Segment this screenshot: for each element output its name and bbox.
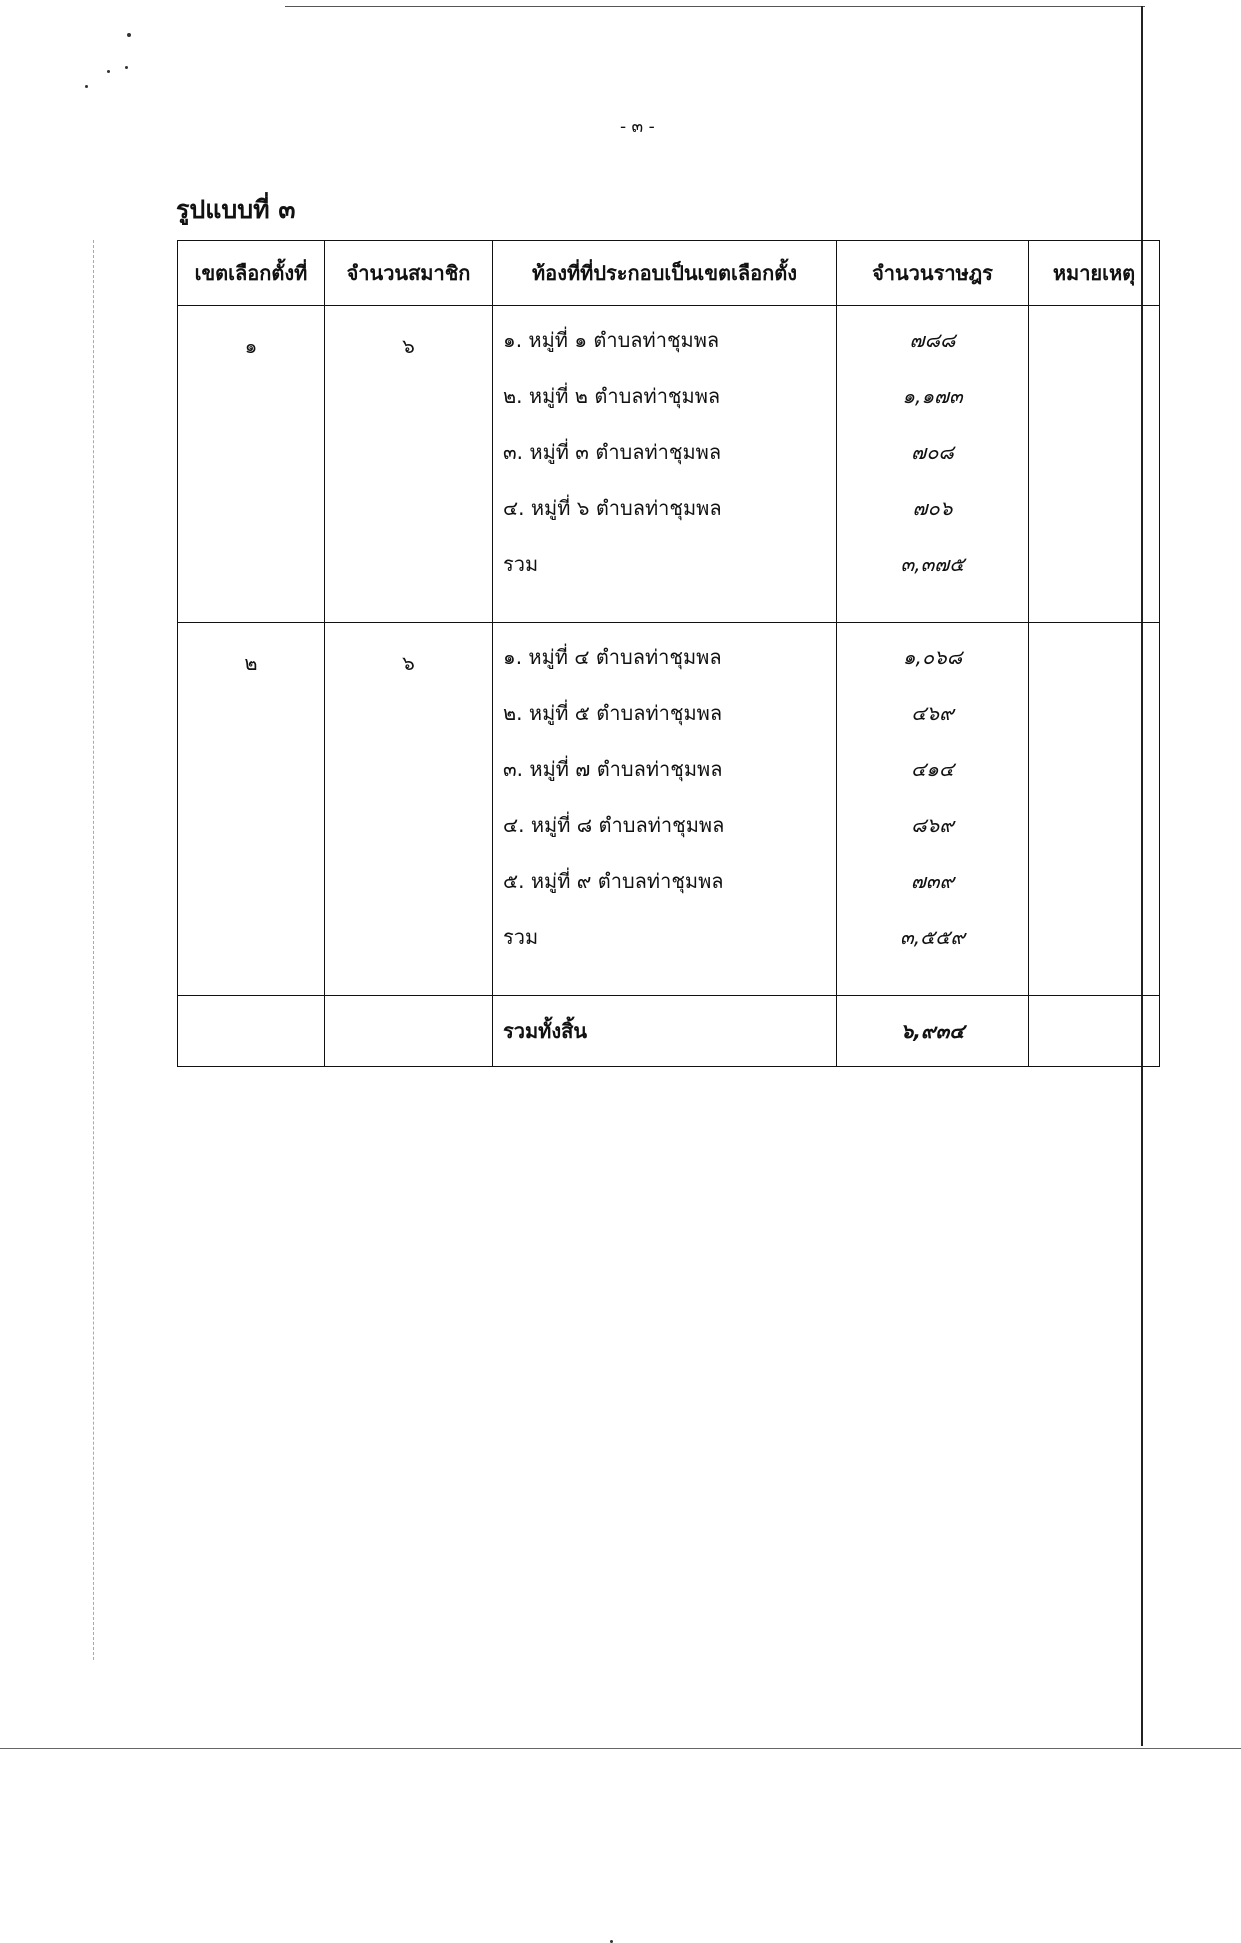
scan-edge-bottom xyxy=(0,1748,1241,1749)
village-item: ๔. หมู่ที่ ๖ ตำบลท่าชุมพล xyxy=(503,496,722,520)
subtotal-value: ๓,๓๗๕ xyxy=(900,552,965,576)
village-item: ๒. หมู่ที่ ๕ ตำบลท่าชุมพล xyxy=(503,701,723,725)
header-population: จำนวนราษฎร xyxy=(837,241,1029,306)
population-value: ๗๐๖ xyxy=(912,496,953,520)
page-number: - ๓ - xyxy=(620,117,655,137)
table-row-district-2 xyxy=(178,623,1160,996)
grand-total-empty-cell xyxy=(325,996,493,1067)
population-value: ๗๓๙ xyxy=(910,869,955,893)
population-value: ๔๖๙ xyxy=(911,701,954,725)
population-value: ๗๘๘ xyxy=(909,328,956,352)
district-populations xyxy=(837,623,1029,996)
scan-edge-top xyxy=(285,6,1145,7)
header-areas: ท้องที่ที่ประกอบเป็นเขตเลือกตั้ง xyxy=(493,241,837,306)
population-value: ๘๖๙ xyxy=(911,813,954,837)
district-number: ๒ xyxy=(178,623,325,996)
district-villages xyxy=(493,623,837,996)
population-value: ๗๐๘ xyxy=(911,440,954,464)
subtotal-value: ๓,๕๕๙ xyxy=(900,925,965,949)
population-value: ๑,๐๖๘ xyxy=(902,645,963,669)
district-number: ๑ xyxy=(178,306,325,623)
district-members: ๖ xyxy=(325,306,493,623)
district-remarks xyxy=(1029,623,1160,996)
scan-speck xyxy=(85,85,88,88)
village-item: ๓. หมู่ที่ ๗ ตำบลท่าชุมพล xyxy=(503,757,723,781)
scan-speck xyxy=(125,66,128,69)
grand-total-remarks xyxy=(1029,996,1160,1067)
district-populations xyxy=(837,306,1029,623)
scan-speck xyxy=(127,33,131,37)
district-remarks xyxy=(1029,306,1160,623)
subtotal-label: รวม xyxy=(503,552,539,576)
village-item: ๔. หมู่ที่ ๘ ตำบลท่าชุมพล xyxy=(503,813,725,837)
village-item: ๕. หมู่ที่ ๙ ตำบลท่าชุมพล xyxy=(503,869,724,893)
village-item: ๑. หมู่ที่ ๔ ตำบลท่าชุมพล xyxy=(503,645,722,669)
header-remarks: หมายเหตุ xyxy=(1029,241,1160,306)
district-members: ๖ xyxy=(325,623,493,996)
subtotal-label: รวม xyxy=(503,925,539,949)
document-title-text: รูปแบบที่ ๓ xyxy=(176,195,296,224)
document-title xyxy=(176,190,295,230)
population-value: ๑,๑๗๓ xyxy=(902,384,963,408)
grand-total-empty-cell xyxy=(178,996,325,1067)
header-district-number: เขตเลือกตั้งที่ xyxy=(178,241,325,306)
electoral-district-table xyxy=(177,240,1160,1067)
scan-speck xyxy=(107,70,110,73)
village-item: ๒. หมู่ที่ ๒ ตำบลท่าชุมพล xyxy=(503,384,721,408)
table-row-district-1 xyxy=(178,306,1160,623)
population-value: ๔๑๔ xyxy=(911,757,954,781)
table-header-row xyxy=(178,241,1160,306)
grand-total-label: รวมทั้งสิ้น xyxy=(493,996,837,1067)
district-villages xyxy=(493,306,837,623)
scan-edge-left xyxy=(93,240,94,1660)
table-row-grand-total xyxy=(178,996,1160,1067)
grand-total-value: ๖,๙๓๔ xyxy=(837,996,1029,1067)
header-members: จำนวนสมาชิก xyxy=(325,241,493,306)
village-item: ๑. หมู่ที่ ๑ ตำบลท่าชุมพล xyxy=(503,328,720,352)
village-item: ๓. หมู่ที่ ๓ ตำบลท่าชุมพล xyxy=(503,440,722,464)
